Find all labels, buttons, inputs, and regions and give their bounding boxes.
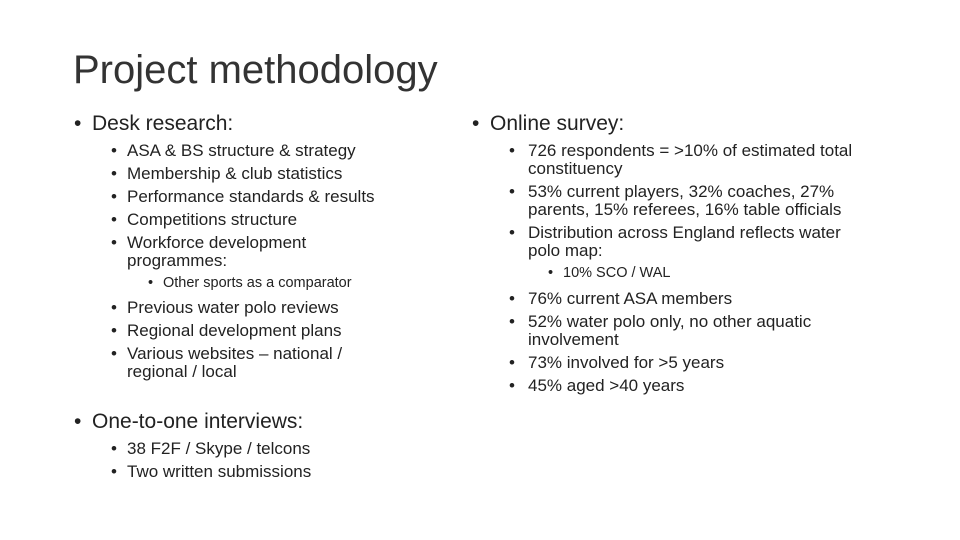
list-item: • Previous water polo reviews xyxy=(74,299,454,317)
sub-note: • Other sports as a comparator xyxy=(74,274,454,292)
slide-title: Project methodology xyxy=(73,48,438,92)
interviews-list xyxy=(74,409,454,481)
online-survey-heading: • Online survey: xyxy=(472,111,912,137)
list-item: • Distribution across England reflects water polo map: xyxy=(472,224,868,260)
right-column xyxy=(472,111,912,395)
list-item: • 73% involved for >5 years xyxy=(472,354,912,372)
sub-note: • 10% SCO / WAL xyxy=(472,264,912,282)
list-item: • Workforce development programmes: xyxy=(74,234,387,270)
list-item: • 53% current players, 32% coaches, 27% parents, 15% referees, 16% table officials xyxy=(472,183,888,219)
list-item: • Competitions structure xyxy=(74,211,454,229)
list-item: • ASA & BS structure & strategy xyxy=(74,142,454,160)
list-item: • Membership & club statistics xyxy=(74,165,454,183)
interviews-heading: • One-to-one interviews: xyxy=(74,409,454,435)
desk-research-heading: • Desk research: xyxy=(74,111,454,137)
list-item: • 52% water polo only, no other aquatic involvement xyxy=(472,313,878,349)
list-item: • 38 F2F / Skype / telcons xyxy=(74,440,454,458)
online-survey-list xyxy=(472,111,912,395)
list-item: • Various websites – national / regional / local xyxy=(74,345,407,381)
list-item: • Performance standards & results xyxy=(74,188,454,206)
list-item: • Two written submissions xyxy=(74,463,454,481)
list-item: • Regional development plans xyxy=(74,322,454,340)
desk-research-list xyxy=(74,111,454,381)
list-item: • 76% current ASA members xyxy=(472,290,912,308)
left-column xyxy=(74,111,454,481)
list-item: • 45% aged >40 years xyxy=(472,377,912,395)
list-item: • 726 respondents = >10% of estimated total constituency xyxy=(472,142,888,178)
